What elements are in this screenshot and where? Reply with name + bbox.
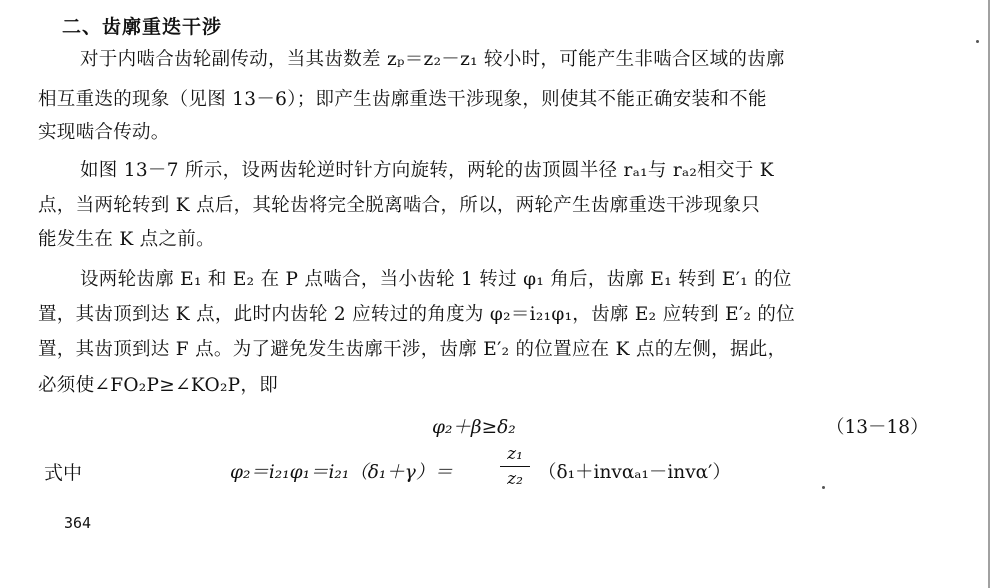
paragraph-line: 如图 13－7 所示，设两齿轮逆时针方向旋转，两轮的齿顶圆半径 rₐ₁与 rₐ₂相交于 K [80, 160, 774, 181]
paragraph-line: 必须使∠FO₂P≥∠KO₂P，即 [38, 375, 279, 396]
paragraph-line: 实现啮合传动。 [38, 122, 170, 143]
paragraph-line: 置，其齿顶到达 K 点，此时内齿轮 2 应转过的角度为 φ₂＝i₂₁φ₁，齿廓 E₂ 应转到 E′₂ 的位 [38, 304, 795, 325]
gear-ratio-fraction [500, 444, 530, 489]
where-expression: φ₂＝i₂₁φ₁＝i₂₁（δ₁＋γ）＝ [230, 462, 453, 483]
fraction-numerator: z₁ [507, 444, 523, 464]
fraction-denominator: z₂ [507, 469, 523, 489]
section-heading: 二、齿廓重迭干涉 [62, 16, 223, 38]
paragraph-line: 设两轮齿廓 E₁ 和 E₂ 在 P 点啮合，当小齿轮 1 转过 φ₁ 角后，齿廓 E₁ 转到 E′₁ 的位 [80, 269, 792, 290]
inequality-formula: φ₂＋β≥δ₂ [432, 417, 516, 438]
paragraph-line: 置，其齿顶到达 F 点。为了避免发生齿廓干涉，齿廓 E′₂ 的位置应在 K 点的左侧，据此， [38, 339, 787, 360]
paragraph-line: 点，当两轮转到 K 点后，其轮齿将完全脱离啮合，所以，两轮产生齿廓重迭干涉现象只 [38, 195, 761, 216]
scan-speck [822, 486, 825, 489]
paragraph-line: 能发生在 K 点之前。 [38, 229, 215, 250]
paragraph-line: 对于内啮合齿轮副传动，当其齿数差 zₚ＝z₂－z₁ 较小时，可能产生非啮合区域的齿廓 [80, 49, 785, 70]
page-number: 364 [64, 514, 92, 532]
equation-number: （13－18） [826, 417, 929, 438]
paragraph-line: 相互重迭的现象（见图 13－6）；即产生齿廓重迭干涉现象，则使其不能正确安装和不能 [38, 89, 767, 110]
fraction-bar [500, 466, 530, 467]
scan-edge [988, 0, 990, 588]
where-expression-tail: （δ₁＋invαₐ₁－invα′） [538, 462, 731, 483]
scan-speck [976, 40, 979, 43]
where-label: 式中 [44, 462, 83, 484]
